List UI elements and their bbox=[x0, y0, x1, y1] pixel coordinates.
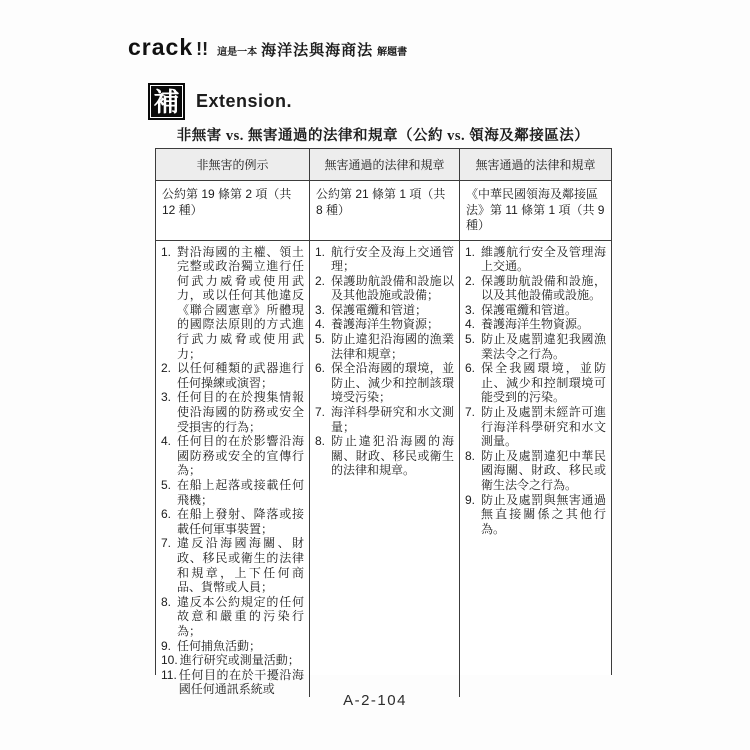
extension-section-header bbox=[148, 83, 292, 120]
table-header-row bbox=[156, 149, 611, 181]
list-item-number: 5. bbox=[465, 332, 476, 347]
column-subheader: 公約第 19 條第 2 項（共 12 種） bbox=[156, 181, 310, 241]
list-item-text: 維護航行安全及管理海上交通。 bbox=[481, 244, 606, 274]
list-item bbox=[465, 303, 606, 318]
list-item-number: 6. bbox=[161, 507, 172, 522]
list-item-text: 防止違犯沿海國的漁業法律和規章； bbox=[331, 332, 454, 361]
list-item-text: 保護電纜和管道； bbox=[331, 302, 428, 317]
list-item bbox=[465, 405, 606, 449]
list-item bbox=[161, 639, 304, 654]
list-item bbox=[161, 536, 304, 594]
list-item-number: 4. bbox=[315, 317, 326, 332]
list-item-text: 任何捕魚活動； bbox=[177, 638, 262, 653]
table-subheader-row bbox=[156, 181, 611, 241]
list-item bbox=[465, 332, 606, 361]
extension-label: Extension. bbox=[196, 91, 293, 111]
list-item-text: 防止及處罰違犯我國漁業法令之行為。 bbox=[481, 332, 606, 361]
list-item-number: 3. bbox=[161, 390, 172, 405]
list-item bbox=[315, 317, 454, 332]
list-item-text: 以任何種類的武器進行任何操練或演習； bbox=[177, 361, 304, 390]
table-title: 非無害 vs. 無害通過的法律和規章（公約 vs. 領海及鄰接區法） bbox=[176, 128, 590, 144]
list-item bbox=[465, 317, 606, 332]
list-item-number: 1. bbox=[161, 244, 172, 259]
list-item-number: 4. bbox=[465, 317, 476, 332]
list-item-number: 2. bbox=[161, 361, 172, 376]
list-item-text: 任何目的在於搜集情報使沿海國的防務或安全受損害的行為； bbox=[177, 390, 304, 434]
comparison-table bbox=[155, 148, 612, 697]
table-body-row bbox=[156, 241, 611, 697]
list-item bbox=[161, 653, 304, 668]
column-header: 非無害的例示 bbox=[156, 149, 310, 181]
list-item-number: 8. bbox=[465, 448, 476, 463]
supplement-badge-glyph: 補 bbox=[150, 85, 183, 118]
list-item bbox=[315, 361, 454, 405]
list-item-number: 5. bbox=[161, 478, 172, 492]
list-item bbox=[465, 245, 606, 274]
list-item-text: 保護助航設備和設施以及其他設施或設備； bbox=[331, 273, 454, 303]
list-item bbox=[161, 434, 304, 478]
list-item-text: 違反沿海國海關、財政、移民或衛生的法律和規章，上下任何商品、貨幣或人員； bbox=[177, 536, 304, 595]
numbered-list-non-innocent bbox=[156, 241, 310, 697]
list-item-text: 保護助航設備和設施，以及其他設備或設施。 bbox=[481, 273, 606, 303]
list-item-number: 8. bbox=[161, 594, 172, 609]
list-item-text: 防止違犯沿海國的海關、財政、移民或衛生的法律和規章。 bbox=[331, 434, 454, 478]
list-item-text: 海洋科學研究和水文測量； bbox=[331, 405, 454, 434]
list-item bbox=[465, 449, 606, 493]
list-item bbox=[465, 361, 606, 405]
list-item-number: 6. bbox=[315, 361, 326, 376]
numbered-list-unclos bbox=[310, 241, 460, 697]
numbered-list-roc-law bbox=[460, 241, 611, 697]
list-item-text: 養護海洋生物資源。 bbox=[481, 317, 590, 332]
list-item-number: 2. bbox=[465, 273, 476, 288]
list-item-number: 10. bbox=[161, 653, 178, 668]
list-item-number: 6. bbox=[465, 361, 476, 376]
tagline-suffix: 解題書 bbox=[377, 47, 408, 58]
list-item bbox=[161, 390, 304, 434]
list-item bbox=[161, 507, 304, 536]
list-item-number: 8. bbox=[315, 434, 326, 449]
list-item-number: 7. bbox=[315, 405, 326, 420]
list-item-number: 2. bbox=[315, 273, 326, 288]
list-item bbox=[315, 434, 454, 478]
tagline-prefix: 這是一本 bbox=[217, 47, 258, 58]
list-item-number: 11. bbox=[161, 667, 177, 682]
list-item bbox=[465, 274, 606, 303]
list-item-text: 任何目的在於影響沿海國防務或安全的宣傳行為； bbox=[177, 434, 304, 478]
list-item-text: 防止及處罰違犯中華民國海關、財政、移民或衛生法令之行為。 bbox=[481, 448, 606, 492]
list-item-number: 1. bbox=[315, 244, 326, 259]
crack-logo: crack bbox=[128, 34, 194, 60]
brand-header bbox=[128, 34, 407, 61]
supplement-badge-icon bbox=[148, 83, 185, 120]
list-item-number: 9. bbox=[465, 492, 476, 507]
column-header: 無害通過的法律和規章 bbox=[460, 149, 611, 181]
list-item-text: 防止及處罰與無害通過無直接關係之其他行為。 bbox=[481, 492, 606, 536]
book-title: 海洋法與海商法 bbox=[261, 42, 374, 59]
exclamation-marks-icon: !! bbox=[196, 39, 209, 59]
list-item-text: 航行安全及海上交通管理； bbox=[331, 244, 454, 274]
list-item-number: 5. bbox=[315, 332, 326, 347]
list-item-text: 養護海洋生物資源； bbox=[331, 317, 440, 332]
list-item-text: 在船上起落或接載任何飛機； bbox=[177, 478, 304, 507]
list-item-text: 保護電纜和管道。 bbox=[481, 302, 578, 317]
list-item bbox=[161, 478, 304, 507]
list-item-number: 1. bbox=[465, 244, 476, 259]
list-item bbox=[465, 493, 606, 537]
list-item-number: 7. bbox=[161, 536, 172, 551]
list-item bbox=[161, 595, 304, 639]
list-item bbox=[315, 245, 454, 274]
page-number: A-2-104 bbox=[343, 692, 407, 709]
list-item-text: 進行研究或測量活動； bbox=[179, 653, 300, 668]
column-subheader: 《中華民國領海及鄰接區法》第 11 條第 1 項（共 9 種） bbox=[460, 181, 611, 241]
list-item-text: 違反本公約規定的任何故意和嚴重的污染行為； bbox=[177, 594, 304, 638]
list-item bbox=[315, 405, 454, 434]
list-item-text: 保全我國環境，並防止、減少和控制環境可能受到的污染。 bbox=[481, 361, 606, 405]
column-header: 無害通過的法律和規章 bbox=[310, 149, 460, 181]
list-item bbox=[315, 303, 454, 318]
list-item-text: 在船上發射、降落或接載任何軍事裝置； bbox=[177, 507, 304, 536]
list-item-number: 9. bbox=[161, 638, 172, 653]
list-item-text: 防止及處罰未經許可進行海洋科學研究和水文測量。 bbox=[481, 405, 606, 449]
list-item bbox=[315, 274, 454, 303]
list-item-text: 對沿海國的主權、領土完整或政治獨立進行任何武力威脅或使用武力，或以任何其他違反《聯合國憲章》所體現的國際法原則的方式進行武力威脅或使用武力； bbox=[177, 244, 304, 361]
list-item-text: 任何目的在於干擾沿海國任何通訊系統或 bbox=[178, 667, 304, 697]
list-item-number: 7. bbox=[465, 405, 476, 420]
list-item-number: 3. bbox=[315, 302, 326, 317]
column-subheader: 公約第 21 條第 1 項（共 8 種） bbox=[310, 181, 460, 241]
list-item bbox=[161, 361, 304, 390]
list-item-number: 3. bbox=[465, 302, 476, 317]
list-item bbox=[161, 245, 304, 362]
list-item-text: 保全沿海國的環境，並防止、減少和控制該環境受污染； bbox=[331, 361, 454, 405]
list-item bbox=[315, 332, 454, 361]
list-item-number: 4. bbox=[161, 434, 172, 449]
